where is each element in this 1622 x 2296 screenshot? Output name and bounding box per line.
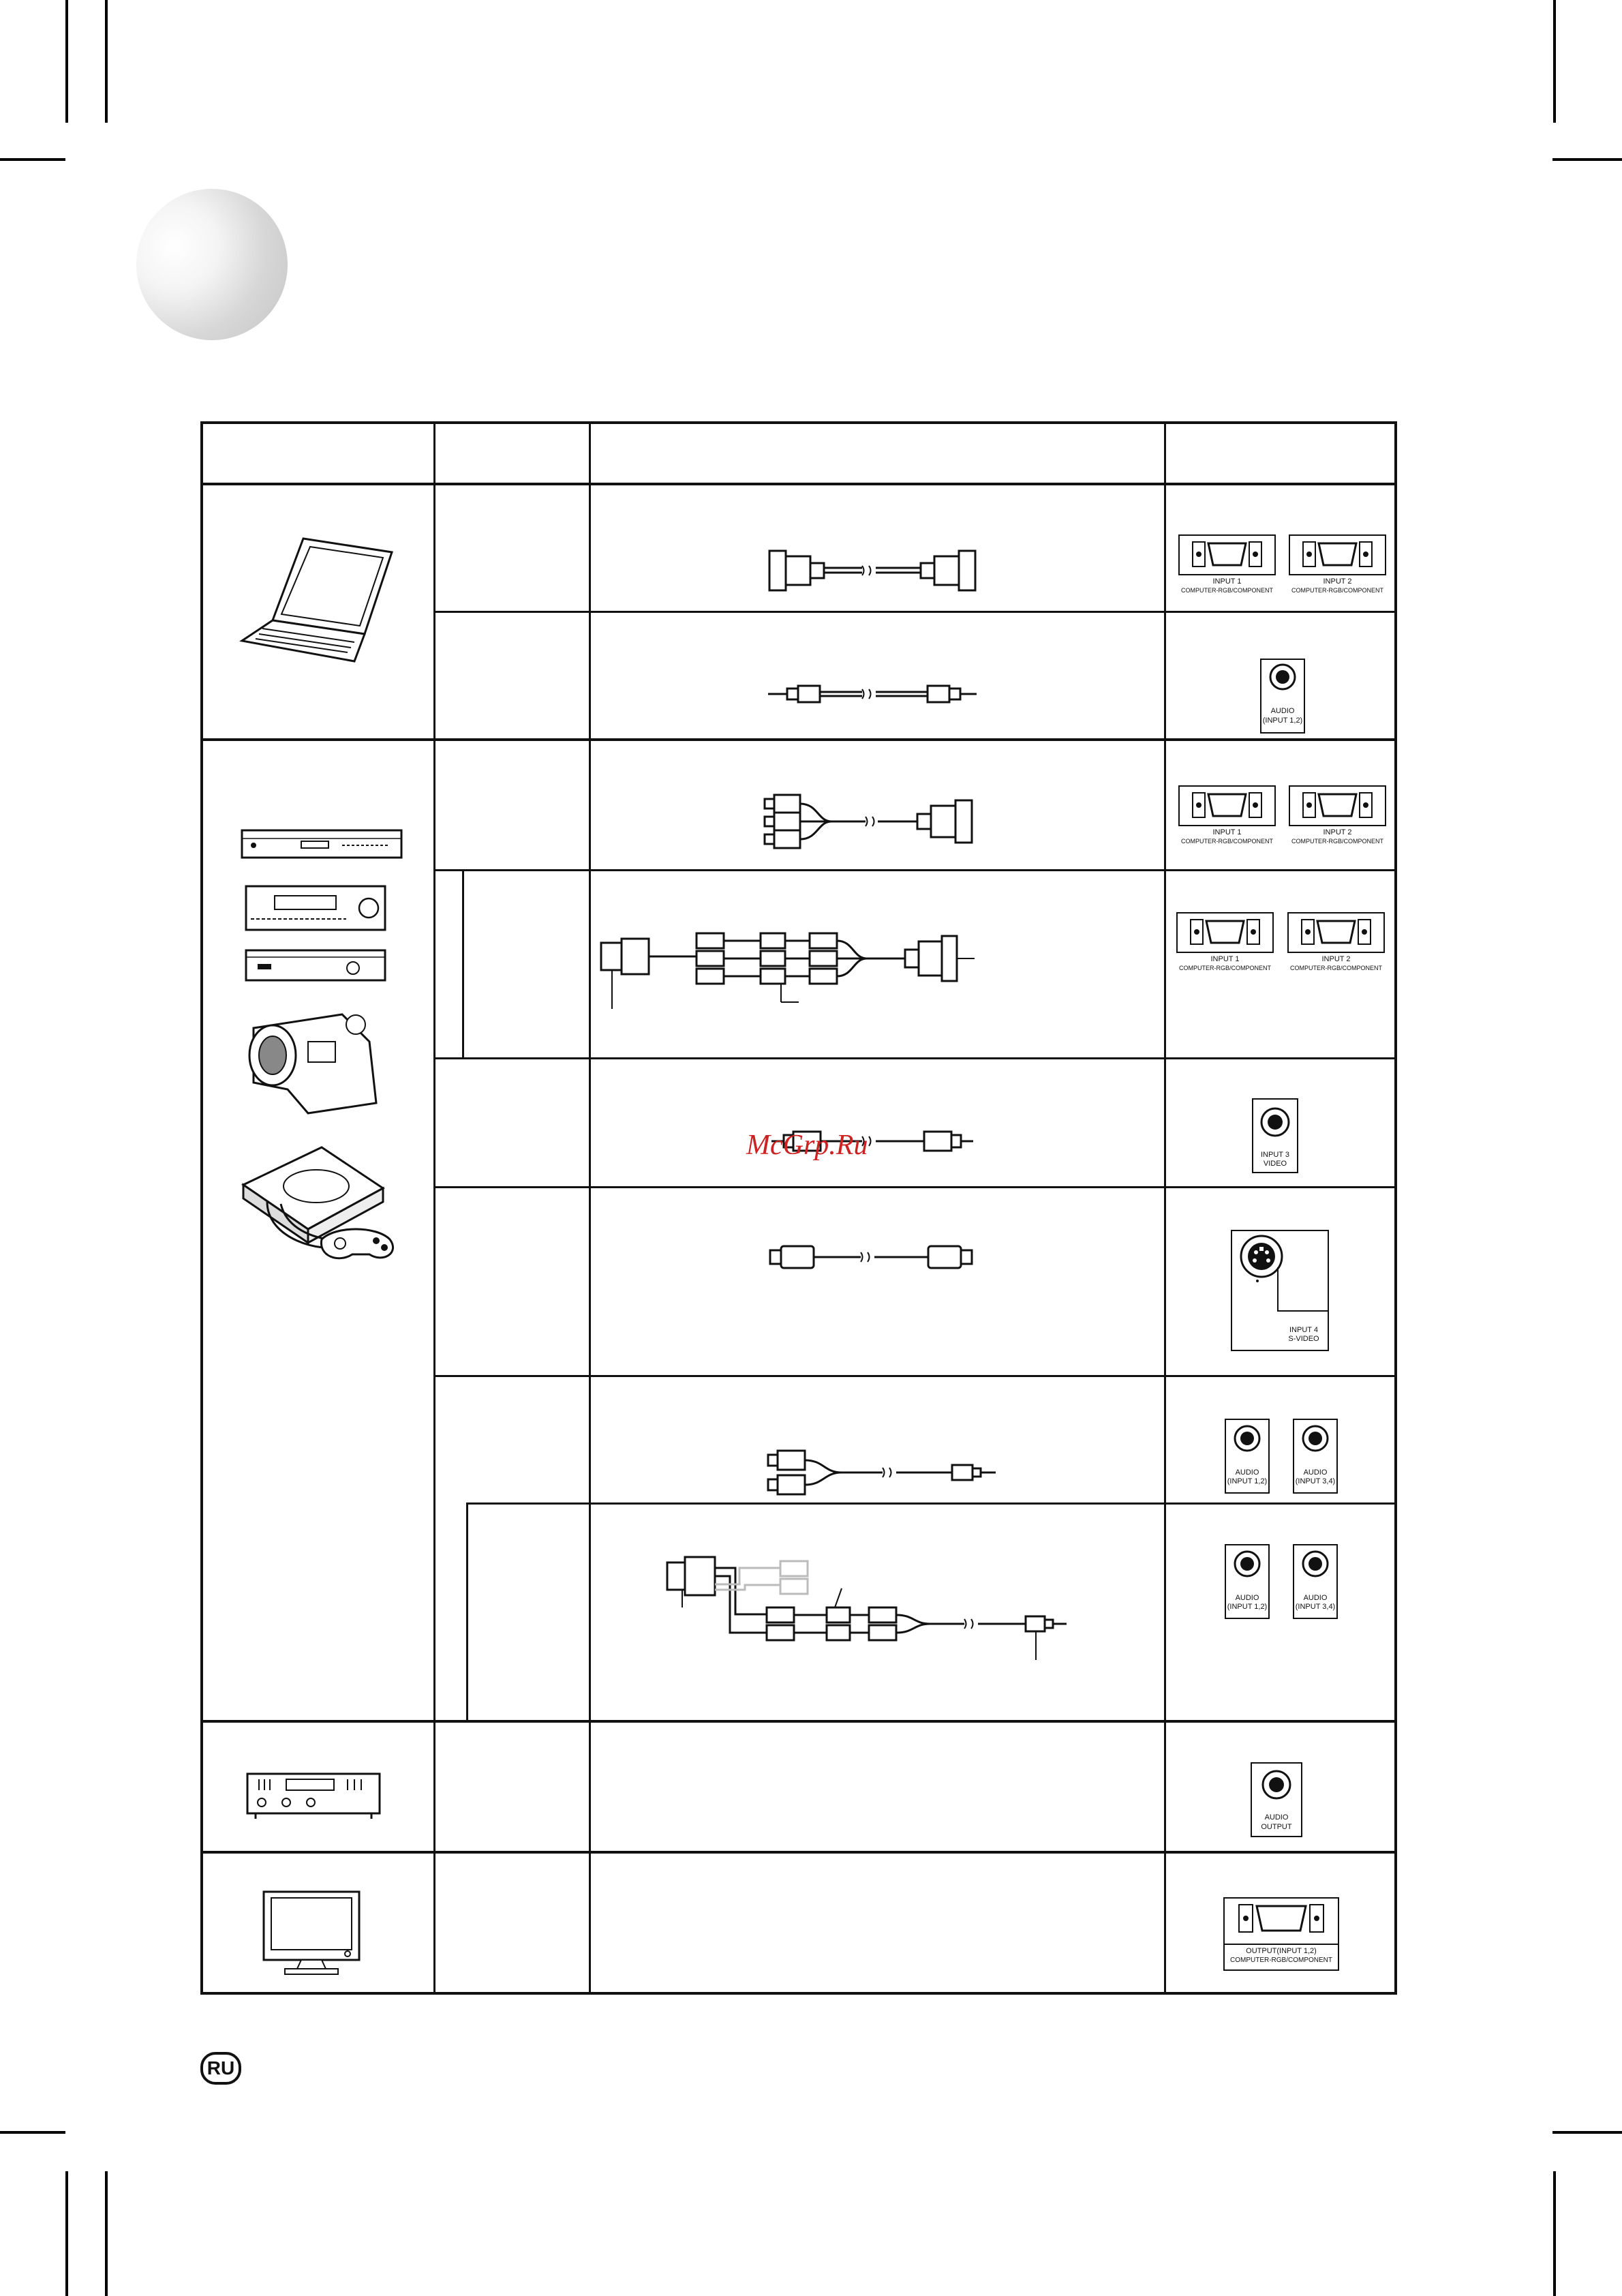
port-label: AUDIO	[1264, 1813, 1289, 1822]
audio-in-12-port-panel	[1224, 1543, 1270, 1620]
output-port-panel	[1223, 1897, 1340, 1972]
component-adapter-cable-icon	[594, 924, 976, 1019]
port-sublabel: (INPUT 1,2)	[1262, 716, 1303, 725]
input1-port-panel	[1178, 534, 1276, 602]
crop-mark	[1553, 0, 1556, 123]
input2-port-panel	[1288, 785, 1387, 853]
port-sublabel: VIDEO	[1263, 1160, 1287, 1168]
crop-mark	[105, 2171, 108, 2296]
crop-mark	[0, 2131, 65, 2134]
port-sublabel: COMPUTER-RGB/COMPONENT	[1179, 965, 1271, 971]
port-label: INPUT 3	[1261, 1151, 1289, 1159]
port-sublabel: (INPUT 3,4)	[1295, 1603, 1336, 1611]
crop-mark	[65, 0, 68, 123]
port-sublabel: (INPUT 3,4)	[1295, 1477, 1336, 1485]
port-label: OUTPUT(INPUT 1,2)	[1246, 1947, 1317, 1955]
game-console-icon	[240, 1137, 403, 1267]
dsub-port-icon	[1287, 911, 1386, 954]
monitor-icon	[260, 1888, 363, 1977]
section-bubble	[136, 189, 288, 340]
rgb-cable-icon	[767, 547, 978, 594]
input1-port-panel	[1178, 785, 1276, 853]
audio-in-12-port-panel	[1224, 1418, 1270, 1494]
dsub-port-icon	[1178, 785, 1276, 827]
input4-port-panel	[1230, 1229, 1330, 1352]
laptop-icon	[239, 532, 402, 668]
port-label: INPUT 2	[1321, 955, 1351, 963]
camcorder-icon	[240, 1001, 383, 1117]
rca-audio-cable-icon	[767, 1448, 998, 1497]
audio-in-12-port-panel	[1259, 658, 1306, 734]
port-sublabel: S-VIDEO	[1288, 1335, 1319, 1343]
port-sublabel: COMPUTER-RGB/COMPONENT	[1290, 965, 1382, 971]
port-label: INPUT 1	[1212, 577, 1242, 586]
vcr-icon	[244, 881, 387, 935]
dsub-port-icon	[1178, 534, 1276, 576]
language-badge: RU	[200, 2052, 241, 2085]
audio-amplifier-icon	[245, 1770, 382, 1822]
input1-port-panel	[1176, 911, 1274, 980]
audio-out-port-panel	[1250, 1762, 1303, 1838]
mini-jack-cable-icon	[767, 680, 978, 708]
port-label: INPUT 1	[1212, 828, 1242, 836]
dsub-port-icon	[1176, 911, 1274, 954]
port-sublabel: COMPUTER-RGB/COMPONENT	[1291, 838, 1383, 845]
component-cable-icon	[763, 791, 981, 859]
crop-mark	[0, 158, 65, 161]
crop-mark	[1552, 2131, 1622, 2134]
set-top-box-icon	[244, 945, 387, 986]
port-label: AUDIO	[1303, 1594, 1328, 1602]
crop-mark	[1552, 158, 1622, 161]
port-label: INPUT 1	[1210, 955, 1240, 963]
crop-mark	[105, 0, 108, 123]
port-label: INPUT 2	[1323, 828, 1352, 836]
port-label: AUDIO	[1235, 1468, 1259, 1477]
port-sublabel: COMPUTER-RGB/COMPONENT	[1181, 587, 1273, 594]
input2-port-panel	[1287, 911, 1386, 980]
port-label: AUDIO	[1270, 707, 1295, 715]
port-sublabel: COMPUTER-RGB/COMPONENT	[1291, 587, 1383, 594]
port-label: INPUT 4	[1289, 1326, 1318, 1334]
input3-port-panel	[1251, 1098, 1299, 1174]
port-label: INPUT 2	[1323, 577, 1352, 586]
dsub-port-icon	[1288, 785, 1387, 827]
port-sublabel: OUTPUT	[1261, 1823, 1292, 1831]
port-label: AUDIO	[1303, 1468, 1328, 1477]
s-video-cable-icon	[769, 1242, 973, 1272]
crop-mark	[1553, 2171, 1556, 2296]
port-sublabel: COMPUTER-RGB/COMPONENT	[1181, 838, 1273, 845]
port-sublabel: COMPUTER-RGB/COMPONENT	[1230, 1957, 1332, 1964]
crop-mark	[65, 2171, 68, 2296]
input2-port-panel	[1288, 534, 1387, 602]
port-sublabel: (INPUT 1,2)	[1227, 1477, 1268, 1485]
audio-in-34-port-panel	[1292, 1543, 1338, 1620]
port-sublabel: (INPUT 1,2)	[1227, 1603, 1268, 1611]
dvd-player-icon	[240, 825, 403, 866]
watermark: McGrp.Ru	[746, 1130, 868, 1161]
av-adapter-cable-icon	[664, 1547, 1073, 1663]
audio-in-34-port-panel	[1292, 1418, 1338, 1494]
dsub-port-icon	[1288, 534, 1387, 576]
port-label: AUDIO	[1235, 1594, 1259, 1602]
